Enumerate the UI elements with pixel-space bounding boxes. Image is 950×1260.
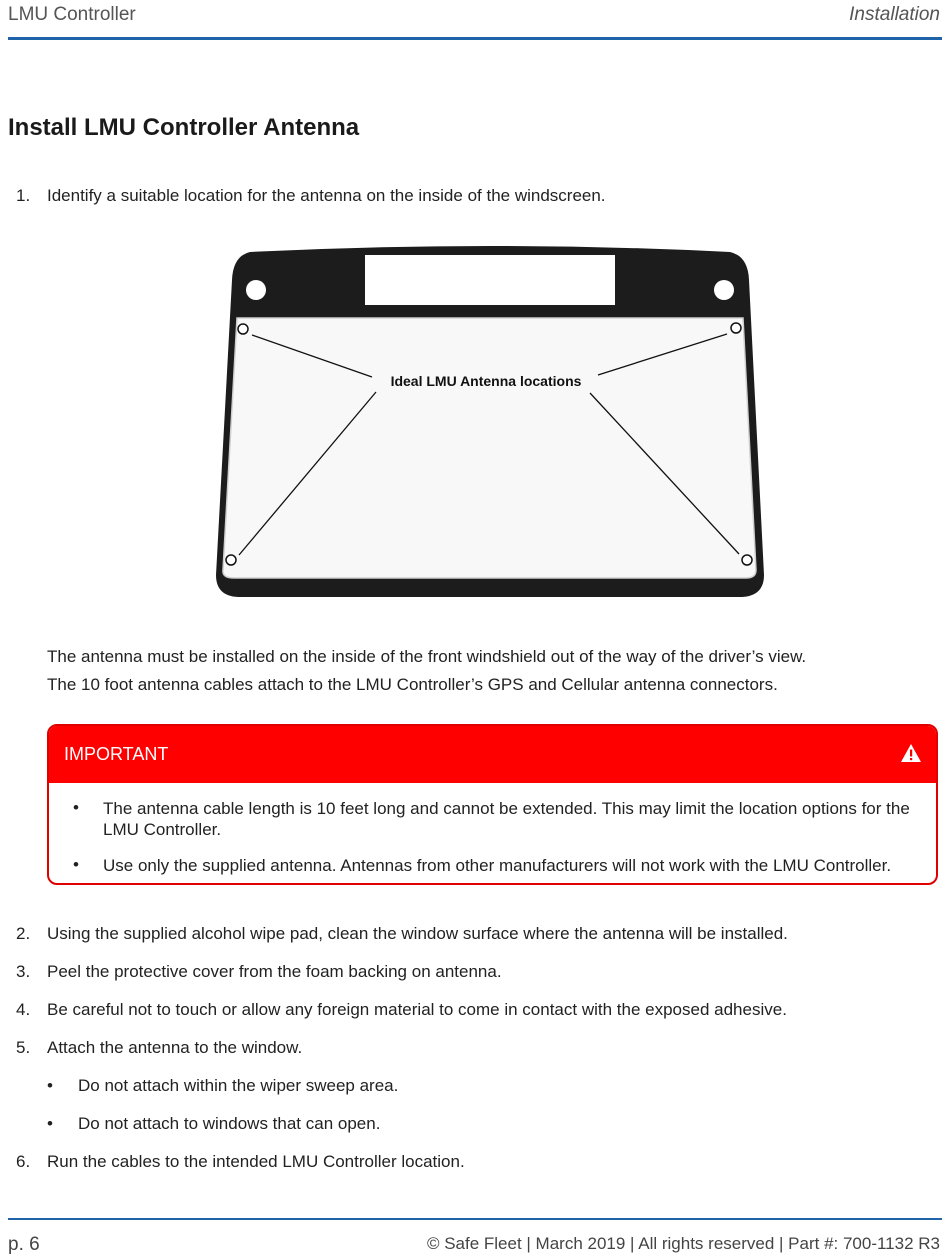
windshield-glass bbox=[223, 318, 756, 578]
antenna-location-bottom-left bbox=[226, 555, 236, 565]
header-doc-title: LMU Controller bbox=[8, 4, 136, 25]
callout-title: IMPORTANT bbox=[64, 744, 169, 764]
antenna-location-top-left bbox=[238, 324, 248, 334]
mount-dot-left bbox=[246, 280, 266, 300]
footer-divider bbox=[8, 1218, 942, 1220]
mount-dot-right bbox=[714, 280, 734, 300]
callout-header bbox=[49, 726, 936, 783]
header-divider bbox=[8, 37, 942, 40]
page-number: p. 6 bbox=[8, 1234, 40, 1255]
sub-bullet-text: Do not attach to windows that can open. bbox=[78, 1114, 381, 1133]
body-paragraph: The antenna must be installed on the inside of the front windshield out of the way of the driver’s view. bbox=[47, 647, 807, 666]
bullet-glyph: • bbox=[47, 1076, 53, 1095]
footer-copyright: © Safe Fleet | March 2019 | All rights reserved | Part #: 700-1132 R3 bbox=[426, 1234, 940, 1253]
warning-icon bbox=[900, 743, 922, 763]
figure-label: Ideal LMU Antenna locations bbox=[390, 373, 582, 389]
mirror-area bbox=[365, 255, 615, 305]
sub-bullet-text: Do not attach within the wiper sweep area. bbox=[78, 1076, 399, 1095]
step-number: 2. bbox=[16, 924, 31, 943]
antenna-location-top-right bbox=[731, 323, 741, 333]
important-callout bbox=[47, 724, 938, 885]
antenna-location-bottom-right bbox=[742, 555, 752, 565]
step-number: 4. bbox=[16, 1000, 31, 1019]
step-text: Run the cables to the intended LMU Controller location. bbox=[47, 1152, 465, 1171]
step-text: Using the supplied alcohol wipe pad, clean the window surface where the antenna will be installed. bbox=[47, 924, 788, 943]
windshield-diagram bbox=[212, 240, 768, 602]
step-number: 5. bbox=[16, 1038, 31, 1057]
body-paragraph: The 10 foot antenna cables attach to the LMU Controller’s GPS and Cellular antenna connectors. bbox=[47, 675, 778, 694]
step-text: Be careful not to touch or allow any foreign material to come in contact with the exposed adhesive. bbox=[47, 1000, 787, 1019]
header-section-title: Installation bbox=[849, 4, 940, 25]
bullet-glyph: • bbox=[47, 1114, 53, 1133]
step-text: Attach the antenna to the window. bbox=[47, 1038, 303, 1057]
callout-bullet-text: The antenna cable length is 10 feet long and cannot be extended. This may limit the location options for the LMU Controller. bbox=[103, 799, 910, 839]
bullet-glyph: • bbox=[73, 855, 79, 874]
step-text: Peel the protective cover from the foam backing on antenna. bbox=[47, 962, 502, 981]
step-number: 3. bbox=[16, 962, 31, 981]
page-title: Install LMU Controller Antenna bbox=[8, 114, 360, 141]
callout-bullet-text: Use only the supplied antenna. Antennas from other manufacturers will not work with the LMU Controller. bbox=[103, 856, 892, 875]
step-number: 1. bbox=[16, 186, 31, 205]
step-text: Identify a suitable location for the antenna on the inside of the windscreen. bbox=[47, 186, 606, 205]
bullet-glyph: • bbox=[73, 798, 79, 817]
step-number: 6. bbox=[16, 1152, 31, 1171]
